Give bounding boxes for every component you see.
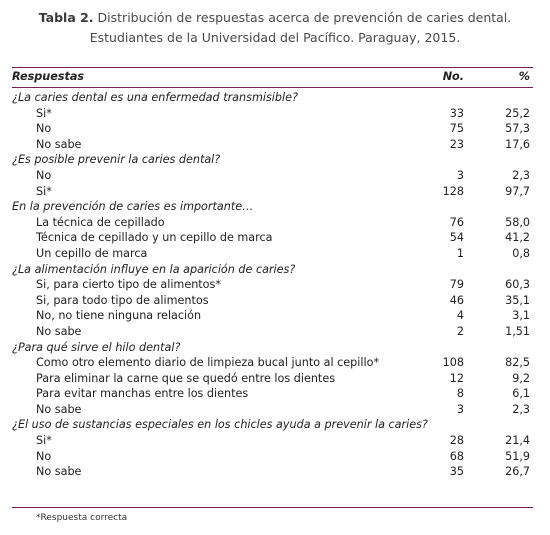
row-label: No sabe bbox=[36, 465, 82, 479]
row-percent: 6,1 bbox=[512, 387, 530, 401]
row-count: 35 bbox=[449, 465, 464, 479]
answer-row bbox=[12, 137, 533, 153]
row-count: 46 bbox=[449, 293, 464, 307]
row-label: ¿Es posible prevenir la caries dental? bbox=[12, 153, 221, 167]
answer-row bbox=[12, 230, 533, 246]
caption-line-2: Estudiantes de la Universidad del Pacífico. Paraguay, 2015. bbox=[89, 30, 461, 45]
row-label: Si, para todo tipo de alimentos bbox=[36, 293, 209, 307]
row-label: No bbox=[36, 168, 52, 182]
row-label: Como otro elemento diario de limpieza bucal junto al cepillo* bbox=[36, 356, 380, 370]
row-label: La técnica de cepillado bbox=[36, 215, 165, 229]
row-label: No bbox=[36, 449, 52, 463]
question-row bbox=[12, 152, 533, 168]
row-label: Un cepillo de marca bbox=[36, 246, 148, 260]
row-count: 4 bbox=[456, 309, 464, 323]
row-count: 128 bbox=[442, 184, 464, 198]
row-count: 28 bbox=[449, 434, 464, 448]
question-row bbox=[12, 340, 533, 356]
row-label: Para evitar manchas entre los dientes bbox=[36, 387, 249, 401]
row-percent: 60,3 bbox=[505, 278, 530, 292]
answer-row bbox=[12, 246, 533, 262]
row-percent: 26,7 bbox=[505, 465, 530, 479]
answer-row bbox=[12, 386, 533, 402]
table-body bbox=[12, 90, 533, 480]
row-percent: 25,2 bbox=[505, 106, 530, 120]
row-count: 23 bbox=[449, 137, 464, 151]
row-label: No sabe bbox=[36, 137, 82, 151]
answer-row bbox=[12, 168, 533, 184]
row-percent: 1,51 bbox=[505, 324, 530, 338]
row-percent: 9,2 bbox=[512, 371, 530, 385]
row-percent: 51,9 bbox=[505, 449, 530, 463]
row-label: ¿Para qué sirve el hilo dental? bbox=[12, 340, 181, 354]
row-percent: 35,1 bbox=[505, 293, 530, 307]
header-rule bbox=[12, 87, 533, 88]
row-count: 1 bbox=[456, 246, 464, 260]
question-row bbox=[12, 90, 533, 106]
answer-row bbox=[12, 121, 533, 137]
answer-row bbox=[12, 308, 533, 324]
row-label: Para eliminar la carne que se quedó entre los dientes bbox=[36, 371, 336, 385]
row-label: Si* bbox=[36, 184, 52, 198]
row-percent: 82,5 bbox=[505, 356, 530, 370]
row-percent: 58,0 bbox=[505, 215, 530, 229]
row-percent: 41,2 bbox=[505, 231, 530, 245]
row-label: Si* bbox=[36, 106, 52, 120]
bottom-rule bbox=[12, 507, 533, 508]
answer-row bbox=[12, 464, 533, 480]
row-label: En la prevención de caries es importante… bbox=[12, 200, 254, 214]
row-count: 75 bbox=[449, 122, 464, 136]
answer-row bbox=[12, 106, 533, 122]
row-count: 108 bbox=[442, 356, 464, 370]
table-caption bbox=[0, 8, 550, 48]
row-label: No sabe bbox=[36, 402, 82, 416]
answer-row bbox=[12, 277, 533, 293]
answer-row bbox=[12, 402, 533, 418]
row-percent: 21,4 bbox=[505, 434, 530, 448]
row-label: ¿La alimentación influye en la aparición de caries? bbox=[12, 262, 296, 276]
answer-row bbox=[12, 293, 533, 309]
answer-row bbox=[12, 371, 533, 387]
row-count: 3 bbox=[456, 402, 464, 416]
table-header bbox=[12, 68, 533, 86]
caption-title: Distribución de respuestas acerca de prevención de caries dental. bbox=[97, 10, 512, 25]
row-percent: 97,7 bbox=[505, 184, 530, 198]
row-count: 79 bbox=[449, 278, 464, 292]
answer-row bbox=[12, 184, 533, 200]
question-row bbox=[12, 417, 533, 433]
row-count: 8 bbox=[456, 387, 464, 401]
row-label: No bbox=[36, 122, 52, 136]
row-label: ¿El uso de sustancias especiales en los chicles ayuda a prevenir la caries? bbox=[12, 418, 428, 432]
row-percent: 17,6 bbox=[505, 137, 530, 151]
row-percent: 2,3 bbox=[512, 402, 530, 416]
row-percent: 57,3 bbox=[505, 122, 530, 136]
answer-row bbox=[12, 215, 533, 231]
row-count: 54 bbox=[449, 231, 464, 245]
row-count: 33 bbox=[449, 106, 464, 120]
answer-row bbox=[12, 355, 533, 371]
row-count: 3 bbox=[456, 168, 464, 182]
caption-line-1 bbox=[0, 8, 550, 28]
row-label: ¿La caries dental es una enfermedad transmisible? bbox=[12, 91, 298, 104]
row-percent: 3,1 bbox=[512, 309, 530, 323]
row-count: 68 bbox=[449, 449, 464, 463]
header-no: No. bbox=[442, 70, 464, 83]
answer-row bbox=[12, 324, 533, 340]
data-table bbox=[12, 68, 533, 480]
caption-label: Tabla 2. bbox=[38, 10, 94, 25]
row-count: 76 bbox=[449, 215, 464, 229]
answer-row bbox=[12, 449, 533, 465]
question-row bbox=[12, 199, 533, 215]
row-count: 2 bbox=[456, 324, 464, 338]
row-label: No sabe bbox=[36, 324, 82, 338]
row-label: Técnica de cepillado y un cepillo de marca bbox=[36, 231, 273, 245]
row-label: No, no tiene ninguna relación bbox=[36, 309, 202, 323]
row-label: Si, para cierto tipo de alimentos* bbox=[36, 278, 221, 292]
row-percent: 2,3 bbox=[512, 168, 530, 182]
row-count: 12 bbox=[449, 371, 464, 385]
row-percent: 0,8 bbox=[512, 246, 530, 260]
header-respuestas: Respuestas bbox=[12, 70, 85, 83]
answer-row bbox=[12, 433, 533, 449]
footnote: *Respuesta correcta bbox=[36, 513, 128, 523]
question-row bbox=[12, 262, 533, 278]
header-pct: % bbox=[518, 70, 530, 83]
row-label: Si* bbox=[36, 434, 52, 448]
